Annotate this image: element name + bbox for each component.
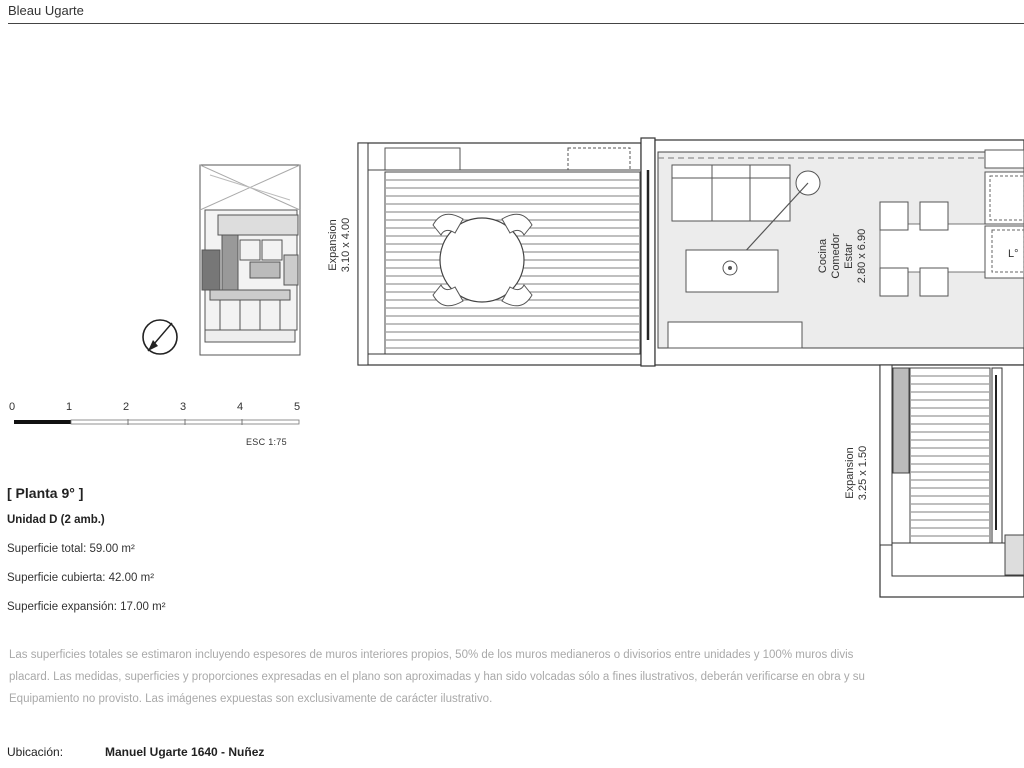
window-divider [641, 138, 655, 366]
balcony-dims: 3.25 x 1.50 [857, 445, 869, 501]
expansion-balcony [880, 365, 1024, 597]
living-name-3: Estar [843, 243, 855, 269]
terrace-name: Expansion [327, 219, 339, 271]
compass-icon [143, 320, 177, 354]
scale-tick-1: 1 [65, 401, 73, 413]
disclaimer [9, 644, 1024, 710]
disclaimer-line: placard. Las medidas, superficies y proporciones expresadas en el plano son aproximadas y han sido volcadas sólo a fines ilustrativos, deberán verificarse en obra y su [9, 671, 865, 683]
location-address: Manuel Ugarte 1640 - Nuñez [105, 745, 265, 759]
fridge-label: L° [1008, 248, 1019, 260]
expansion-area: Superficie expansión: 17.00 m² [7, 601, 166, 613]
living-dims: 2.80 x 6.90 [856, 228, 868, 284]
scale-tick-4: 4 [236, 401, 244, 413]
disclaimer-line: Equipamiento no provisto. Las imágenes expuestas son exclusivamente de carácter ilustrativo. [9, 693, 493, 705]
disclaimer-line: Las superficies totales se estimaron incluyendo espesores de muros interiores propios, 50% de los muros medianeros o divisorios entre unidades y 100% muros divis [9, 649, 854, 661]
unit-title: Unidad D (2 amb.) [7, 514, 105, 526]
scale-tick-0: 0 [8, 401, 16, 413]
floor-title: [ Planta 9° ] [7, 485, 84, 501]
living-name-1: Cocina [817, 238, 829, 274]
scale-bar [0, 392, 320, 432]
living-name-2: Comedor [830, 233, 842, 279]
scale-tick-2: 2 [122, 401, 130, 413]
scale-tick-5: 5 [293, 401, 301, 413]
brand-name: Bleau Ugarte [8, 3, 84, 18]
scale-label: ESC 1:75 [246, 437, 287, 447]
expansion-terrace [358, 143, 641, 365]
location-label: Ubicación: [7, 745, 64, 759]
scale-tick-3: 3 [179, 401, 187, 413]
total-area: Superficie total: 59.00 m² [7, 543, 135, 555]
covered-area: Superficie cubierta: 42.00 m² [7, 572, 155, 584]
key-plan [200, 165, 300, 355]
terrace-dims: 3.10 x 4.00 [340, 217, 352, 273]
balcony-name: Expansion [844, 447, 856, 499]
